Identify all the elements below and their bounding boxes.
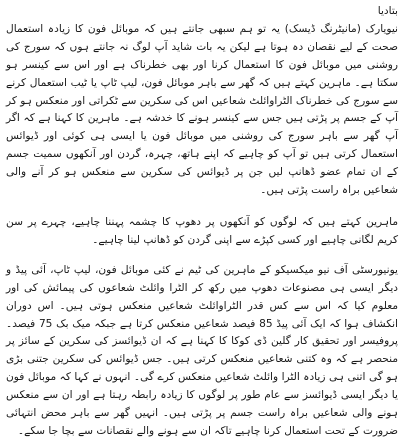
article-heading-fragment: بتادیا	[377, 5, 398, 17]
article-paragraph-1: نیویارک (مانیٹرنگ ڈیسک) یہ تو ہم سبھی جانتے ہیں کہ موبائل فون کا زیادہ استعمال صحت کے لیے نقصان دہ ہوتا ہے لیکن یہ بات شاید آپ لوگ نہ جانتے ہوں کہ سورج کی روشنی میں موبائل فون کا استعمال کرنا اور بھی خطرناک ہے اور اس سے کینسر ہو سکتا ہے۔ ماہرین کہتے ہیں کہ گھر سے باہر موبائل فون، لیپ ٹاپ یا ٹیب استعمال کرنے سے سورج کی خطرناک الٹراوائلٹ شعاعیں اس کی سکرین سے ٹکراتی اور منعکس ہو کر آپ کے جسم پر پڑتی ہیں جس سے کینسر ہونے کا خدشہ ہے۔ ماہرین کا کہنا ہے کہ اگر آپ گھر سے باہر سورج کی روشنی میں موبائل فون یا ایسی ہی کوئی اور ڈیوائس استعمال کرتی ہیں تو آپ کو چاہیے کہ اپنے ہاتھ، چہرہ، گردن اور آنکھوں سمیت جسم کے ان تمام عضو ڈھانپ لیں جن پر ڈیوائس کی سکرین سے منعکس ہو کر آنے والی شعاعیں براہ راست پڑتی ہیں۔	[6, 22, 398, 197]
article-paragraph-3: یونیورسٹی آف نیو میکسیکو کے ماہرین کی ٹیم نے کئی موبائل فون، لیپ ٹاپ، آئی پیڈ و دیگر ایسی ہی مصنوعات دھوپ میں رکھ کر الٹرا وائلٹ شعاعوں کی پیمائش کی اور معلوم کیا کہ اس سے کس قدر الٹراوائلٹ شعاعیں منعکس ہوتی ہیں۔ اس دوران انکشاف ہوا کہ ایک آئی پیڈ 85 فیصد شعاعیں منعکس کرتا ہے جبکہ میک بک 75 فیصد۔ پروفیسر اور تحقیق کار گلین ڈی کوکا کا کہنا ہے کہ ان ڈیوائسز کی سکرین کے سائز پر منحصر ہے کہ وہ کتنی شعاعیں منعکس کرتی ہیں۔ جس ڈیوائس کی سکرین جتنی بڑی ہو گی اتنی ہی زیادہ الٹرا وائلٹ شعاعیں منعکس کرے گی۔ انہوں نے کہا کہ موبائل فون یا دیگر ایسی ڈیوائسز سے عام طور پر لوگوں کا زیادہ رابطہ رہتا ہے اور ان سے منعکس ہونے والی شعاعیں براہ راست جسم پر پڑتی ہیں۔ انہیں گھر سے باہر محض انتہائی ضرورت کے تحت استعمال کرنا چاہیے تاکہ ان سے ہونے والے نقصانات سے بچا جا سکے۔	[6, 263, 398, 437]
article-paragraph-2: ماہرین کہتے ہیں کہ لوگوں کو آنکھوں پر دھوپ کا چشمہ پہننا چاہیے، چہرے پر سن کریم لگانی چاہیے اور کسی کپڑے سے اپنی گردن کو ڈھانپ لینا چاہیے۔	[6, 215, 398, 246]
